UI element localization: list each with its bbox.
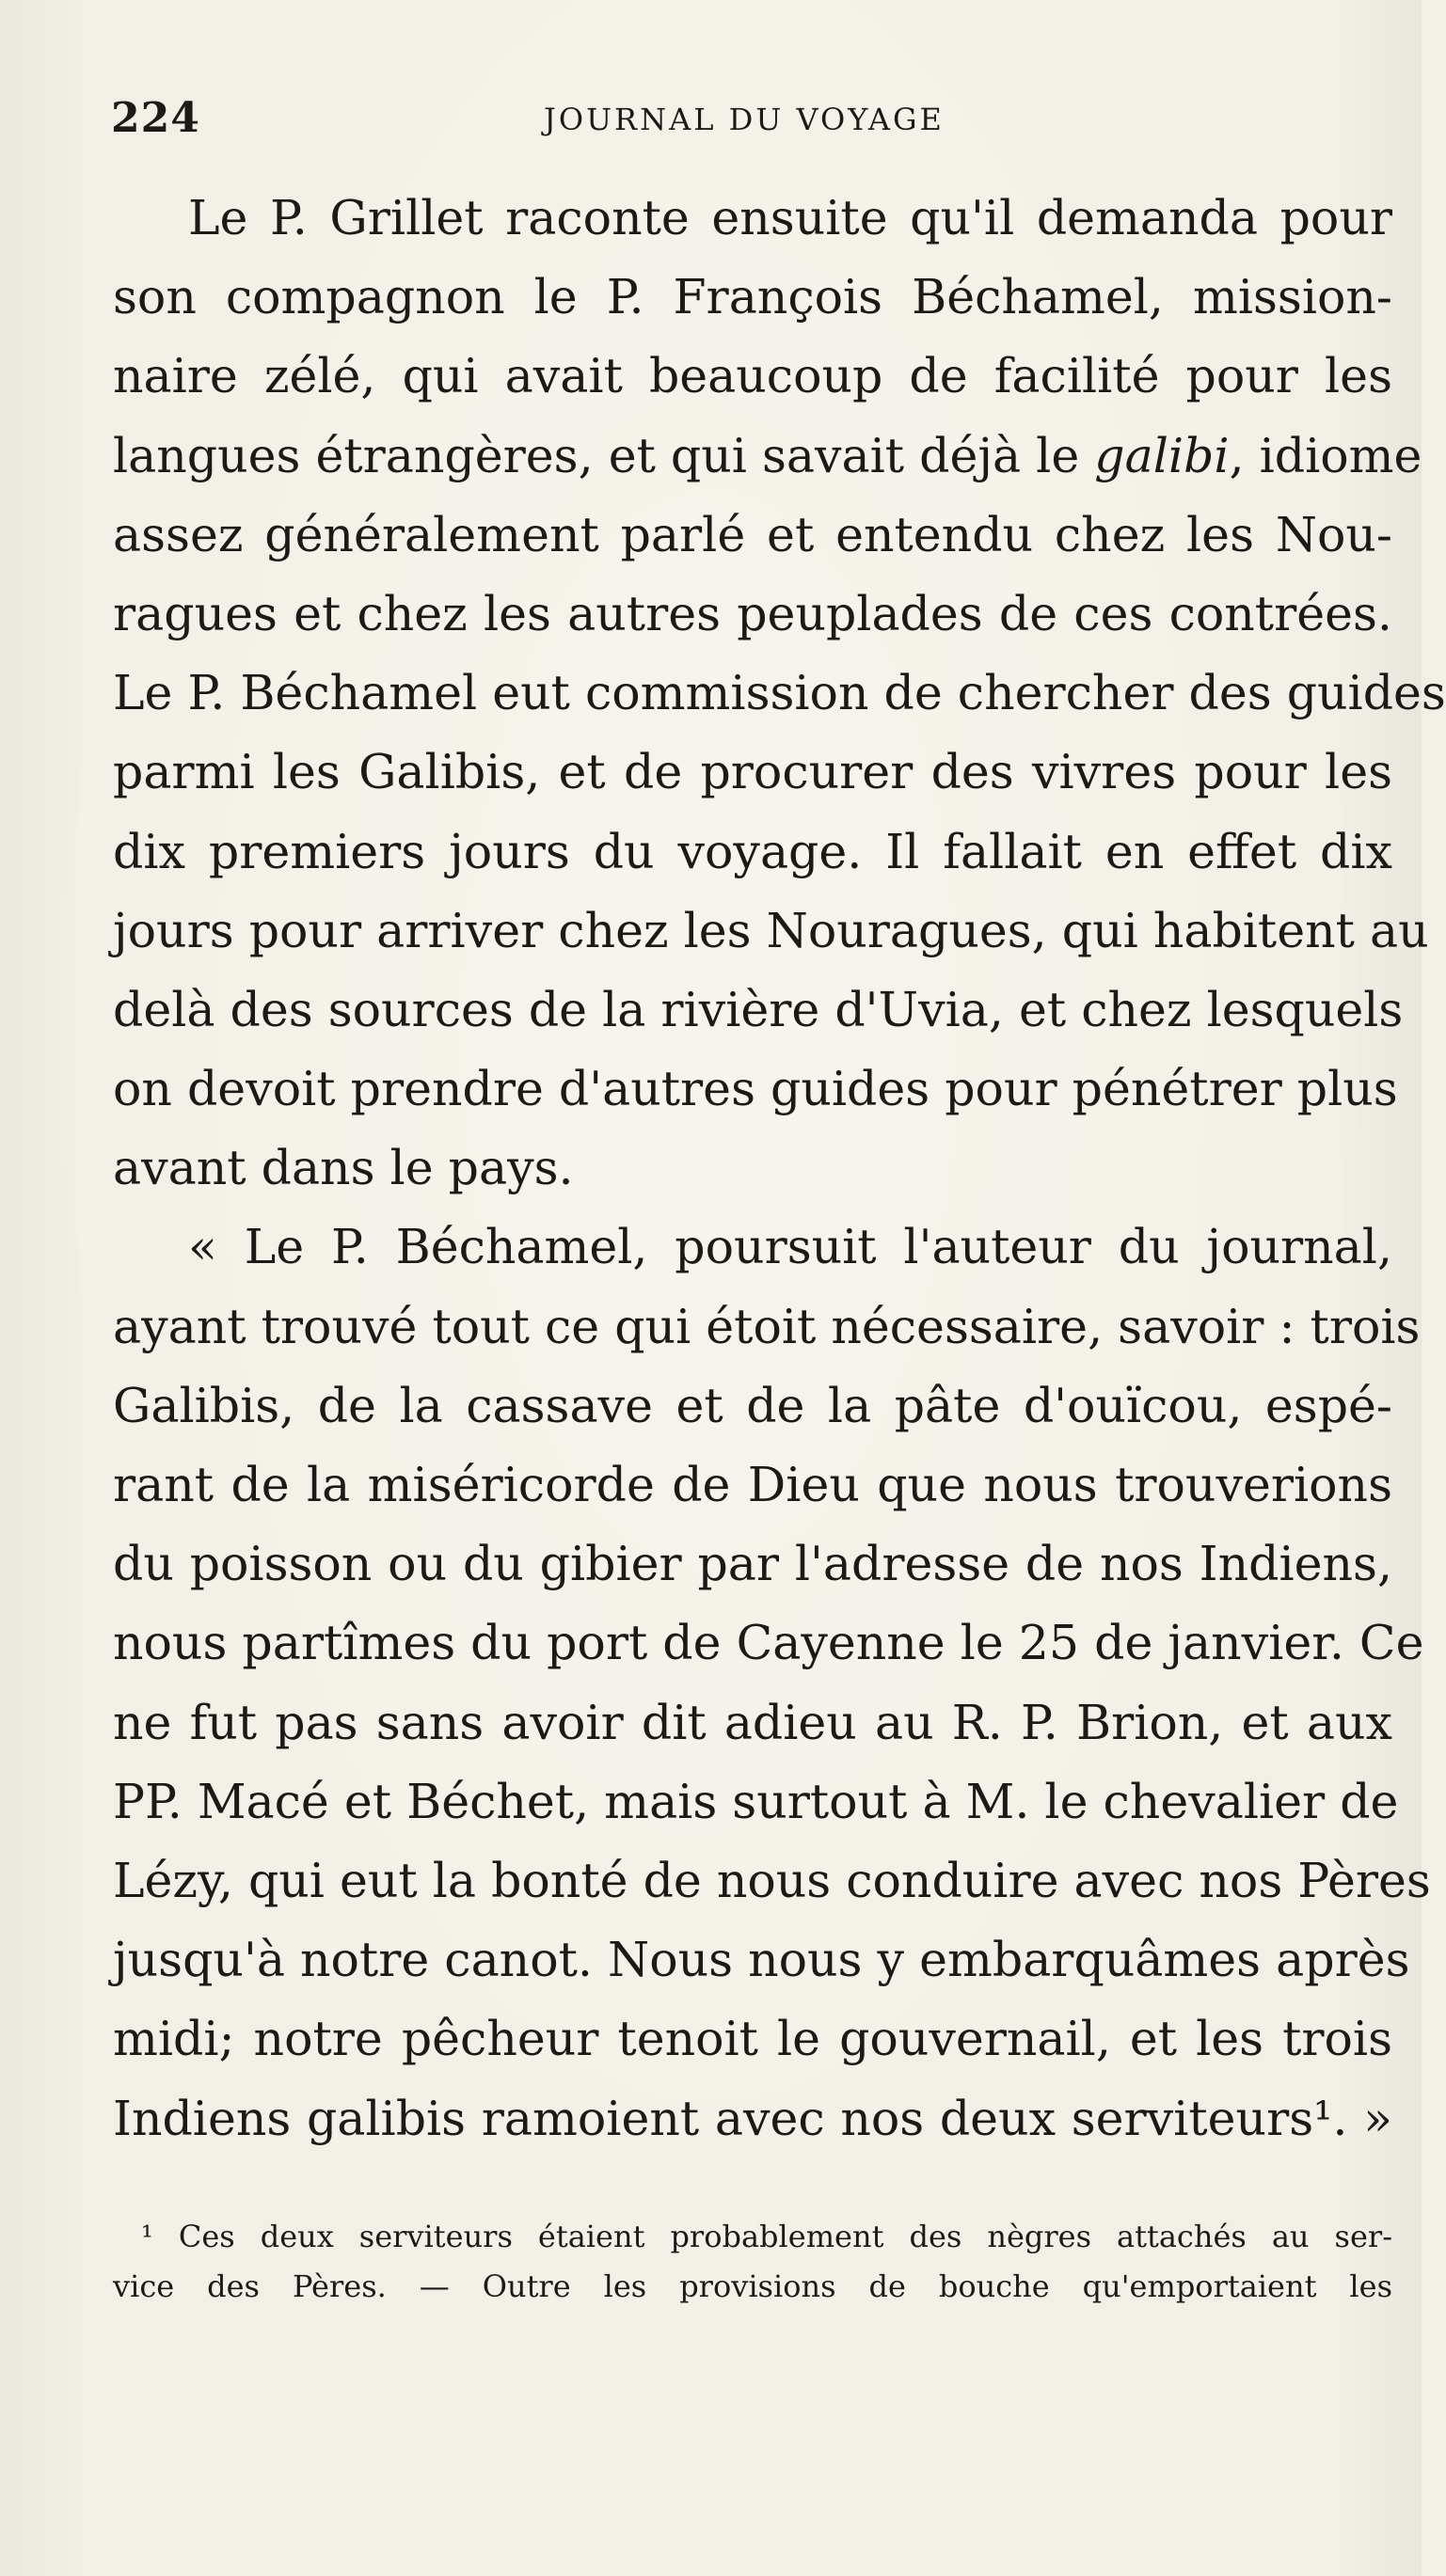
- text-line-with-italic: [113, 417, 1422, 496]
- text-line: du poisson ou du gibier par l'adresse de nos Indiens,: [113, 1536, 1392, 1592]
- text-line: parmi les Galibis, et de procurer des vivres pour les: [113, 744, 1392, 800]
- page-header: [111, 94, 1390, 160]
- text-line: assez généralement parlé et entendu chez les Nou-: [113, 506, 1392, 562]
- text-line: Le P. Béchamel eut commission de chercher des guides: [113, 665, 1446, 721]
- text-line: on devoit prendre d'autres guides pour pénétrer plus: [113, 1061, 1398, 1117]
- body-text: [113, 179, 1446, 2158]
- page-number: 224: [111, 94, 200, 142]
- text-segment: , idiome: [1229, 427, 1422, 483]
- text-line: jusqu'à notre canot. Nous nous y embarquâmes après: [113, 1932, 1410, 1988]
- text-line: « Le P. Béchamel, poursuit l'auteur du journal,: [188, 1219, 1392, 1275]
- text-line: PP. Macé et Béchet, mais surtout à M. le chevalier de: [113, 1773, 1399, 1829]
- text-line: delà des sources de la rivière d'Uvia, et chez lesquels: [113, 981, 1404, 1037]
- text-line: jours pour arriver chez les Nouragues, qui habitent au: [113, 902, 1429, 958]
- text-line: ne fut pas sans avoir dit adieu au R. P. Brion, et aux: [113, 1694, 1392, 1750]
- footnote-line: vice des Pères. — Outre les provisions de bouche qu'emportaient les: [113, 2268, 1392, 2304]
- text-line: naire zélé, qui avait beaucoup de facilité pour les: [113, 348, 1392, 404]
- text-line: rant de la miséricorde de Dieu que nous trouverions: [113, 1457, 1392, 1512]
- text-line: ayant trouvé tout ce qui étoit nécessaire, savoir : trois: [113, 1298, 1421, 1354]
- text-line: midi; notre pêcheur tenoit le gouvernail, et les trois: [113, 2011, 1392, 2067]
- text-line: Galibis, de la cassave et de la pâte d'ouïcou, espé-: [113, 1377, 1392, 1433]
- text-line: nous partîmes du port de Cayenne le 25 de janvier. Ce: [113, 1615, 1424, 1671]
- running-head: JOURNAL DU VOYAGE: [544, 102, 945, 137]
- italic-word-galibi: galibi: [1094, 427, 1230, 483]
- text-line: Indiens galibis ramoient avec nos deux serviteurs¹. »: [113, 2090, 1392, 2146]
- text-line: Lézy, qui eut la bonté de nous conduire avec nos Pères: [113, 1852, 1431, 1908]
- text-segment: langues étrangères, et qui savait déjà le: [113, 427, 1095, 483]
- text-line: Le P. Grillet raconte ensuite qu'il demanda pour: [188, 190, 1392, 245]
- text-line: son compagnon le P. François Béchamel, mission-: [113, 269, 1392, 325]
- text-line: ragues et chez les autres peuplades de ces contrées.: [113, 585, 1392, 641]
- footnotes: [113, 2212, 1392, 2312]
- footnote-line: ¹ Ces deux serviteurs étaient probablement des nègres attachés au ser-: [141, 2219, 1392, 2254]
- text-line: avant dans le pays.: [113, 1140, 574, 1196]
- text-line: dix premiers jours du voyage. Il fallait en effet dix: [113, 823, 1392, 879]
